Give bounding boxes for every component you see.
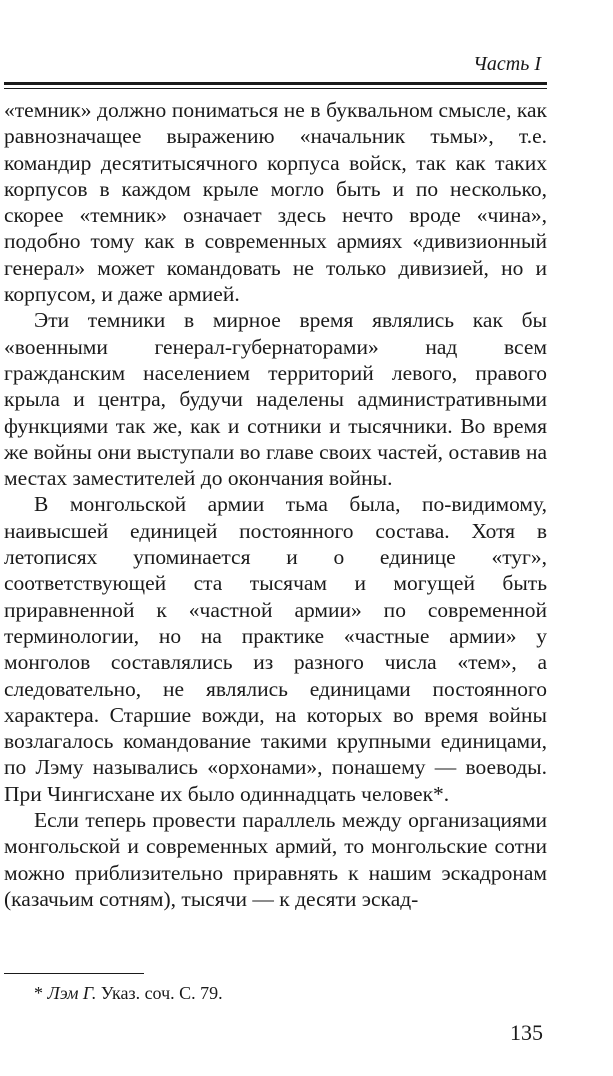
- paragraph: Эти темники в мирное время являлись как бы «военными генерал-губернаторами» над всем гражданским населением территорий левого, правого крыла и центра, будучи наделены административными функциями так же, как и сотники и тысячники. Во время же войны они выступали во главе своих частей, оставив на местах заместителей до окончания войны.: [4, 308, 547, 491]
- paragraph: «темник» должно пониматься не в буквальном смысле, как равнозначащее выражению «начальник тьмы», т.е. командир десятитысячного корпуса войск, так как таких корпусов в каждом крыле могло быть и по несколько, скорее «темник» означает здесь нечто вроде «чина», подобно тому как в современных армиях «дивизионный генерал» может командовать не только дивизией, но и корпусом, и даже армией.: [4, 98, 547, 307]
- page-number: 135: [510, 1020, 543, 1045]
- paragraph: Если теперь провести параллель между организациями монгольской и современных армий, то монгольские сотни можно приблизительно приравнять к нашим эскадронам (казачьим сотням), тысячи — к десяти эскад-: [4, 808, 547, 911]
- header-rule-thin: [4, 88, 547, 89]
- footnote-rule: [4, 973, 144, 974]
- header-rule-thick: [4, 82, 547, 85]
- body-text: [4, 97, 547, 912]
- footnote-author: Лэм Г.: [47, 983, 97, 1003]
- paragraph: В монгольской армии тьма была, по-видимому, наивысшей единицей постоянного состава. Хотя в летописях упоминается и о единице «туг», соответствующей ста тысячам и могущей быть приравненной к «частной армии» по современной терминологии, но на практике «частные армии» у монголов составлялись из разного числа «тем», а следовательно, не являлись единицами постоянного характера. Старшие вожди, на которых во время войны возлагалось командование такими крупными единицами, по Лэму назывались «орхонами», понашему — воеводы. При Чингисхане их было одиннадцать человек*.: [4, 492, 547, 806]
- footnote-marker: *: [34, 983, 43, 1003]
- footnote: [34, 981, 223, 1005]
- running-head: Часть I: [473, 53, 541, 75]
- footnote-text: Указ. соч. С. 79.: [100, 983, 223, 1003]
